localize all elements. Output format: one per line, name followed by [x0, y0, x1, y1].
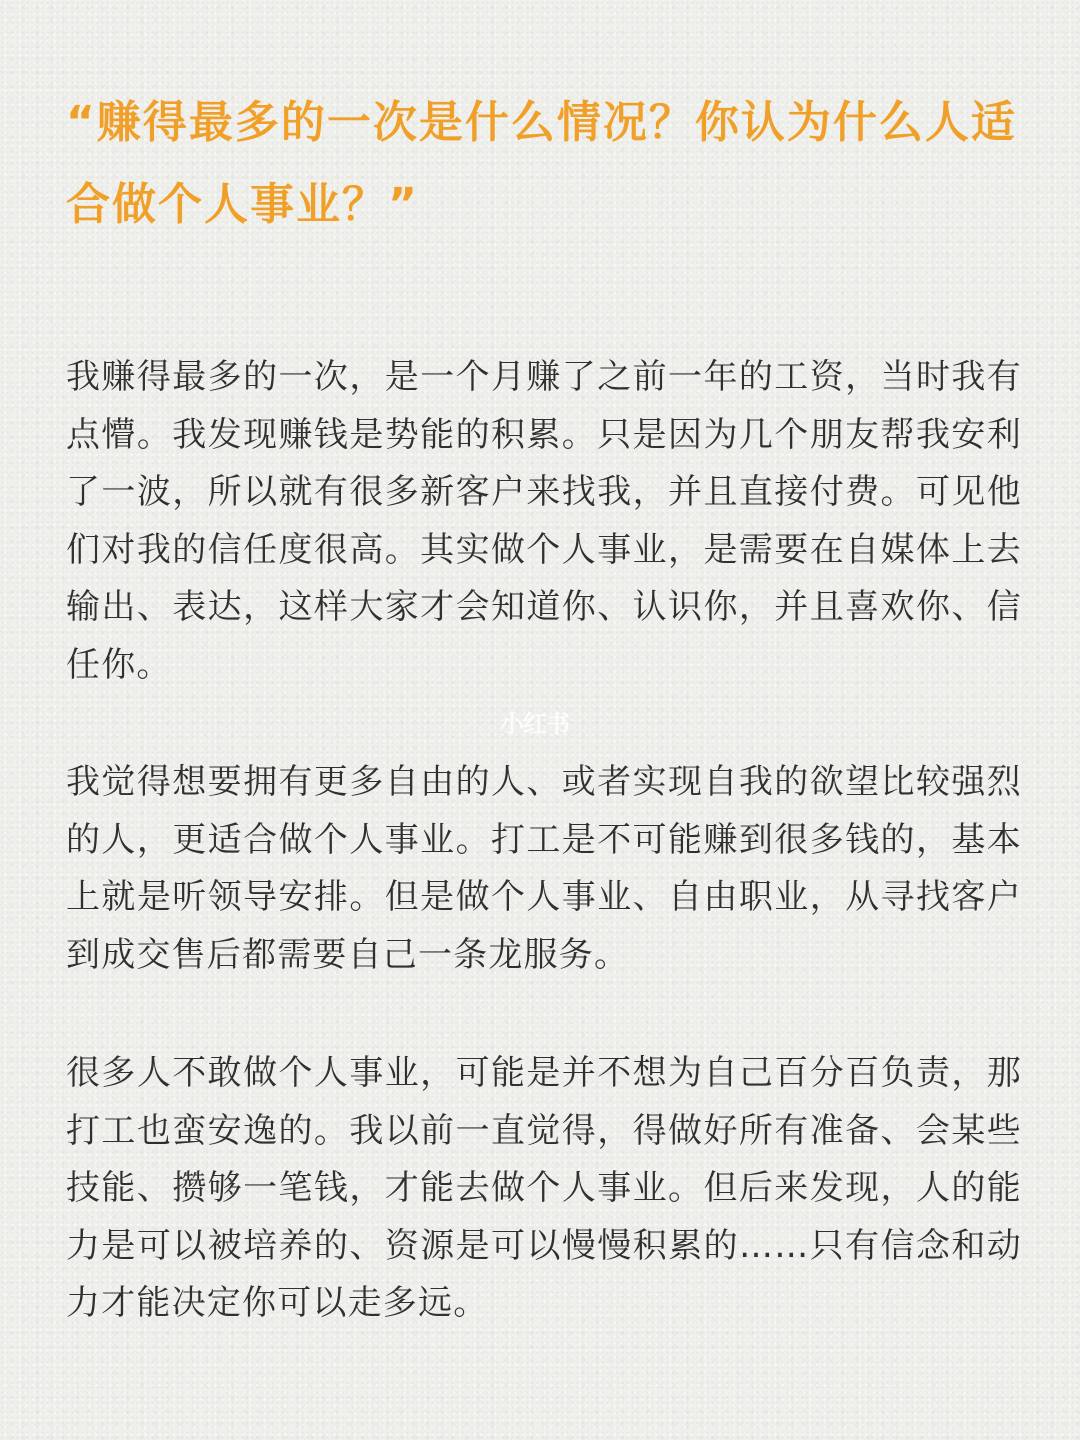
paragraph-3: 很多人不敢做个人事业，可能是并不想为自己百分百负责，那打工也蛮安逸的。我以前一直觉得，得做好所有准备、会某些技能、攒够一笔钱，才能去做个人事业。但后来发现，人的能力是可以被培养的、资源是可以慢慢积累的……只有信念和动力才能决定你可以走多远。	[66, 1053, 1022, 1323]
xiaohongshu-watermark: 小红书	[500, 710, 569, 738]
page-title: “赚得最多的一次是什么情况？你认为什么人适合做个人事业？”	[66, 97, 1017, 230]
paragraph-2: 我觉得想要拥有更多自由的人、或者实现自我的欲望比较强烈的人，更适合做个人事业。打工是不可能赚到很多钱的，基本上就是听领导安排。但是做个人事业、自由职业，从寻找客户到成交售后都需要自己一条龙服务。	[66, 762, 1022, 975]
paragraph-1: 我赚得最多的一次，是一个月赚了之前一年的工资，当时我有点懵。我发现赚钱是势能的积累。只是因为几个朋友帮我安利了一波，所以就有很多新客户来找我，并且直接付费。可见他们对我的信任度很高。其实做个人事业，是需要在自媒体上去输出、表达，这样大家才会知道你、认识你，并且喜欢你、信任你。	[66, 357, 1022, 685]
